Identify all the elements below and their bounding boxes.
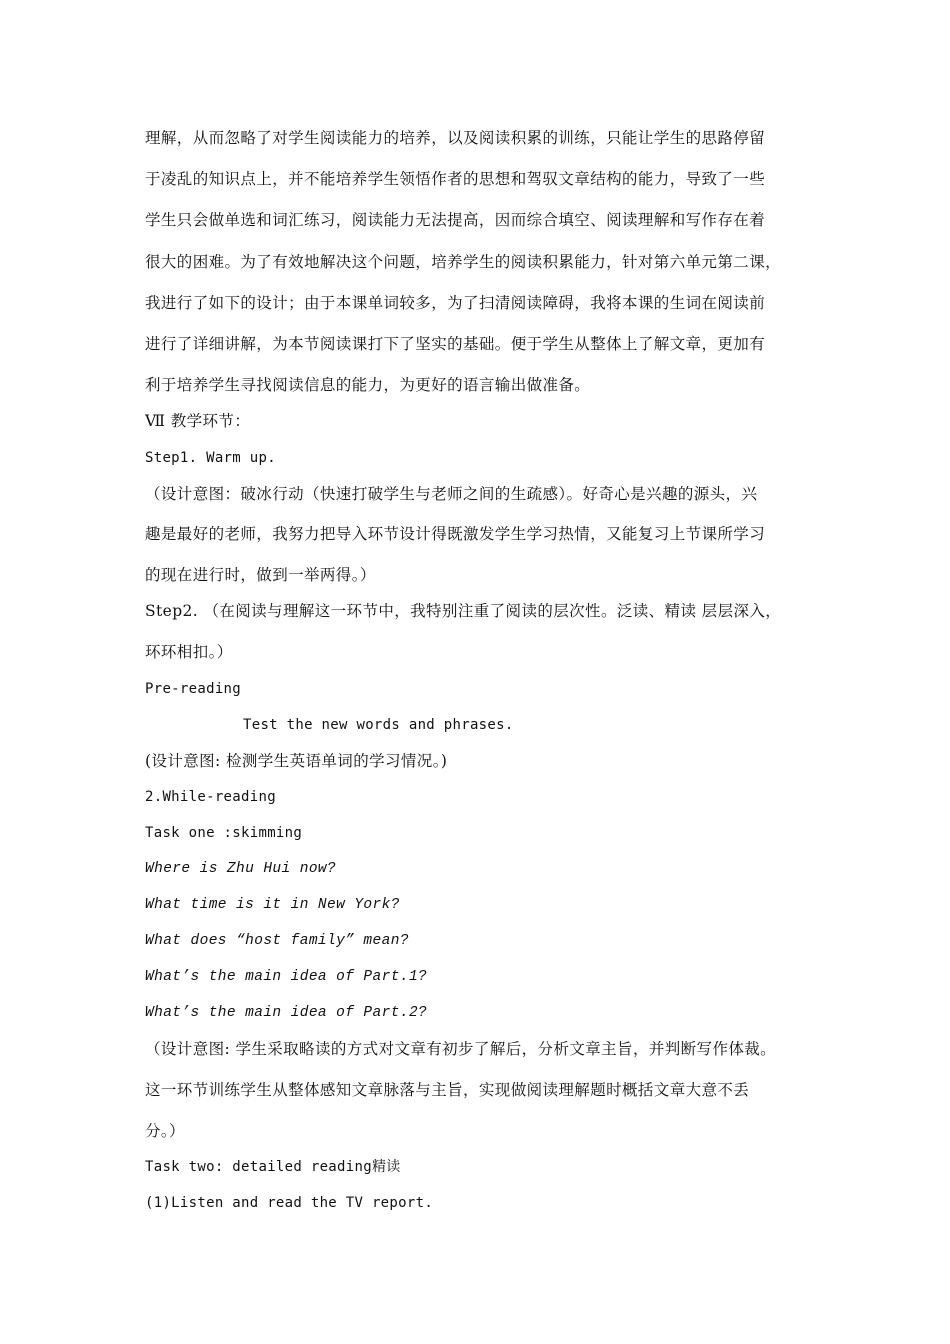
subheading: 2.While-reading <box>145 789 276 805</box>
step-heading: Step2. （在阅读与理解这一环节中，我特别注重了阅读的层次性。泛读、精读 层层深入， <box>145 602 782 620</box>
paragraph-line: 我进行了如下的设计；由于本课单词较多，为了扫清阅读障碍，我将本课的生词在阅读前 <box>145 294 766 312</box>
paragraph-line: 进行了详细讲解，为本节阅读课打下了坚实的基础。便于学生从整体上了解文章，更加有 <box>145 335 766 353</box>
design-intent-line: 的现在进行时，做到一举两得。） <box>145 566 376 584</box>
design-intent-line: （设计意图：破冰行动（快速打破学生与老师之间的生疏感）。好奇心是兴趣的源头，兴 <box>145 485 758 503</box>
question-line: What time is it in New York? <box>145 897 400 913</box>
task-heading: Task two: detailed reading精读 <box>145 1159 401 1175</box>
design-intent-line: 这一环节训练学生从整体感知文章脉落与主旨，实现做阅读理解题时概括文章大意不丢 <box>145 1081 750 1099</box>
question-line: What’s the main idea of Part.1? <box>145 969 428 985</box>
paragraph-line: 于凌乱的知识点上，并不能培养学生领悟作者的思想和驾驭文章结构的能力，导致了一些 <box>145 170 766 188</box>
design-intent-line: 分。） <box>145 1122 185 1140</box>
step-heading: Step1. Warm up. <box>145 450 276 466</box>
task-line: (1)Listen and read the TV report. <box>145 1195 434 1211</box>
section-heading: Ⅶ 教学环节： <box>145 412 251 430</box>
task-heading: Task one :skimming <box>145 825 303 841</box>
paragraph-line: 学生只会做单选和词汇练习，阅读能力无法提高，因而综合填空、阅读理解和写作存在着 <box>145 211 766 229</box>
question-line: Where is Zhu Hui now? <box>145 861 337 877</box>
design-intent-line: 趣是最好的老师，我努力把导入环节设计得既激发学生学习热情，又能复习上节课所学习 <box>145 525 766 543</box>
question-line: What does “host family” mean? <box>145 933 409 949</box>
design-intent-line: (设计意图: 检测学生英语单词的学习情况。) <box>145 752 448 770</box>
paragraph-line: 利于培养学生寻找阅读信息的能力，为更好的语言输出做准备。 <box>145 376 591 394</box>
paragraph-line: 很大的困难。为了有效地解决这个问题，培养学生的阅读积累能力，针对第六单元第二课， <box>145 253 782 271</box>
question-line: What’s the main idea of Part.2? <box>145 1005 428 1021</box>
task-line: Test the new words and phrases. <box>243 717 514 733</box>
paragraph-line: 环环相扣。） <box>145 643 233 661</box>
subheading: Pre-reading <box>145 681 242 697</box>
paragraph-line: 理解，从而忽略了对学生阅读能力的培养，以及阅读积累的训练，只能让学生的思路停留 <box>145 129 766 147</box>
design-intent-line: （设计意图: 学生采取略读的方式对文章有初步了解后，分析文章主旨，并判断写作体裁。 <box>145 1040 777 1058</box>
